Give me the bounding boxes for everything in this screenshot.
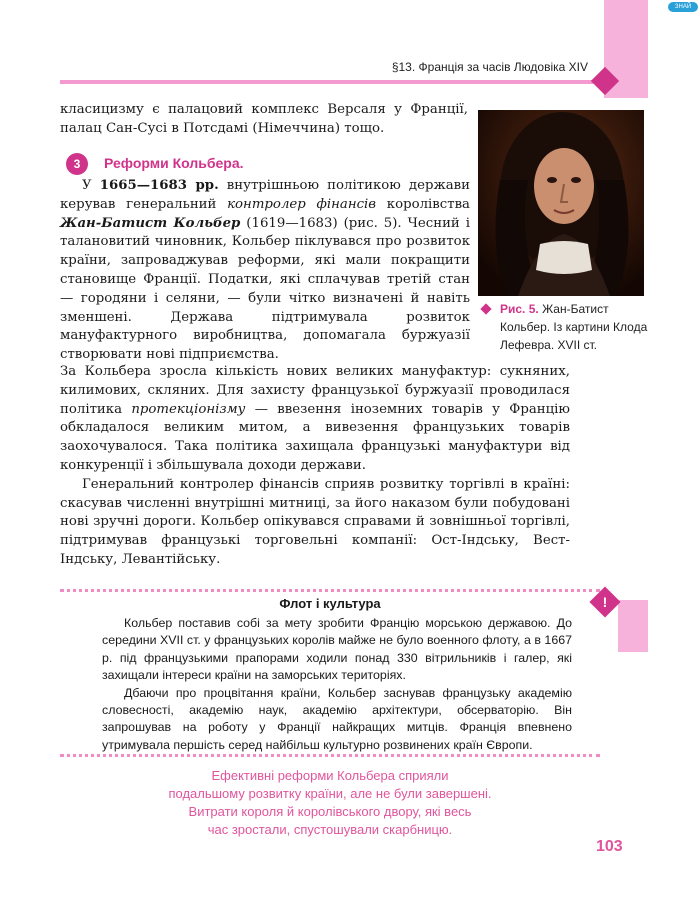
box-tab-decoration (618, 600, 648, 652)
figure-caption (500, 300, 660, 354)
running-title: §13. Франція за часів Людовіка XIV (391, 60, 588, 74)
box-paragraph-2: Дбаючи про процвітання країни, Кольбер заснував французьку академію словесності, академію наук, академію архітектури, обсерваторію. Він запрошував на роботу у Франції найкращих митців. Франція впевнено утримувала першість серед найбільш культурно розвинених країн Європи. (102, 685, 572, 752)
box-bottom-border (60, 754, 600, 757)
figure-caption-text: Жан-Батист Кольбер. Із картини Клода Лефевра. XVII ст. (500, 302, 648, 352)
page-number: 103 (596, 838, 623, 855)
header-rule (60, 80, 595, 84)
intro-paragraph: класицизму є палацовий комплекс Версаля у Франції, палац Сан-Сусі в Потсдамі (Німеччина) тощо. (60, 102, 468, 136)
box-body (102, 615, 572, 754)
section-number-badge: 3 (66, 153, 88, 175)
box-title: Флот і культура (279, 596, 381, 611)
paragraph-2: За Кольбера зросла кількість нових великих мануфактур: сукняних, килимових, скляних. Для захисту французької буржуазії проводилася політика протекціонізму — ввезення іноземних товарів у Францію обкладалося великим митом, а вивезення французьких товарів заохочувалося. Така політика захищала французькі мануфактури від конкуренції і збільшувала доходи держави. (60, 364, 570, 473)
box-paragraph-1: Кольбер поставив собі за мету зробити Францію морською державою. До середини XVII ст. у французьких королів майже не було военного флоту, а в 1667 р. під французькими прапорами ходили понад 330 вітрильників і галер, які захищали інтереси країни на заморських територіях. (102, 616, 572, 683)
figure-label: Рис. 5. (500, 302, 539, 316)
body-text (60, 363, 570, 570)
box-top-border (60, 589, 600, 592)
conclusion-line-3: Витрати короля й королівського двору, які весь (188, 804, 472, 819)
conclusion-line-2: подальшому розвитку країни, але не були завершені. (168, 786, 492, 801)
caption-diamond-icon (480, 303, 491, 314)
corner-badge: ЗНАЙ (668, 2, 698, 12)
paragraph-3: Генеральний контролер фінансів сприяв розвитку торгівлі в країні: скасував численні внутрішні митниці, за його наказом були побудовані нові зручні дороги. Кольбер опікувався справами й зовнішньої торгівлі, підтримував французькі торговельні компанії: Ост-Індську, Вест-Індську, Левантійську. (60, 476, 570, 567)
conclusion-text (150, 767, 510, 839)
conclusion-line-4: час зростали, спустошували скарбницю. (207, 822, 453, 837)
exclamation-mark: ! (602, 594, 608, 610)
section-title: Реформи Кольбера. (104, 155, 244, 171)
conclusion-line-1: Ефективні реформи Кольбера сприяли (211, 768, 449, 783)
portrait-image (478, 110, 644, 296)
paragraph-1: У 1665—1683 рр. внутрішньою політикою держави керував генеральний контролер фінансів королівства Жан-Батист Кольбер (1619—1683) (рис. 5). Чесний і талановитий чиновник, Кольбер піклувався про розвиток країни, запроваджував реформи, які мали покращити становище Франції. Податки, які сплачував третій стан — городяни і селяни, — були чітко визначені й навіть зменшені. Держава підтримувала розвиток мануфактурного виробництва, допомагала буржуазії створювати нові підприємства. (60, 178, 470, 363)
